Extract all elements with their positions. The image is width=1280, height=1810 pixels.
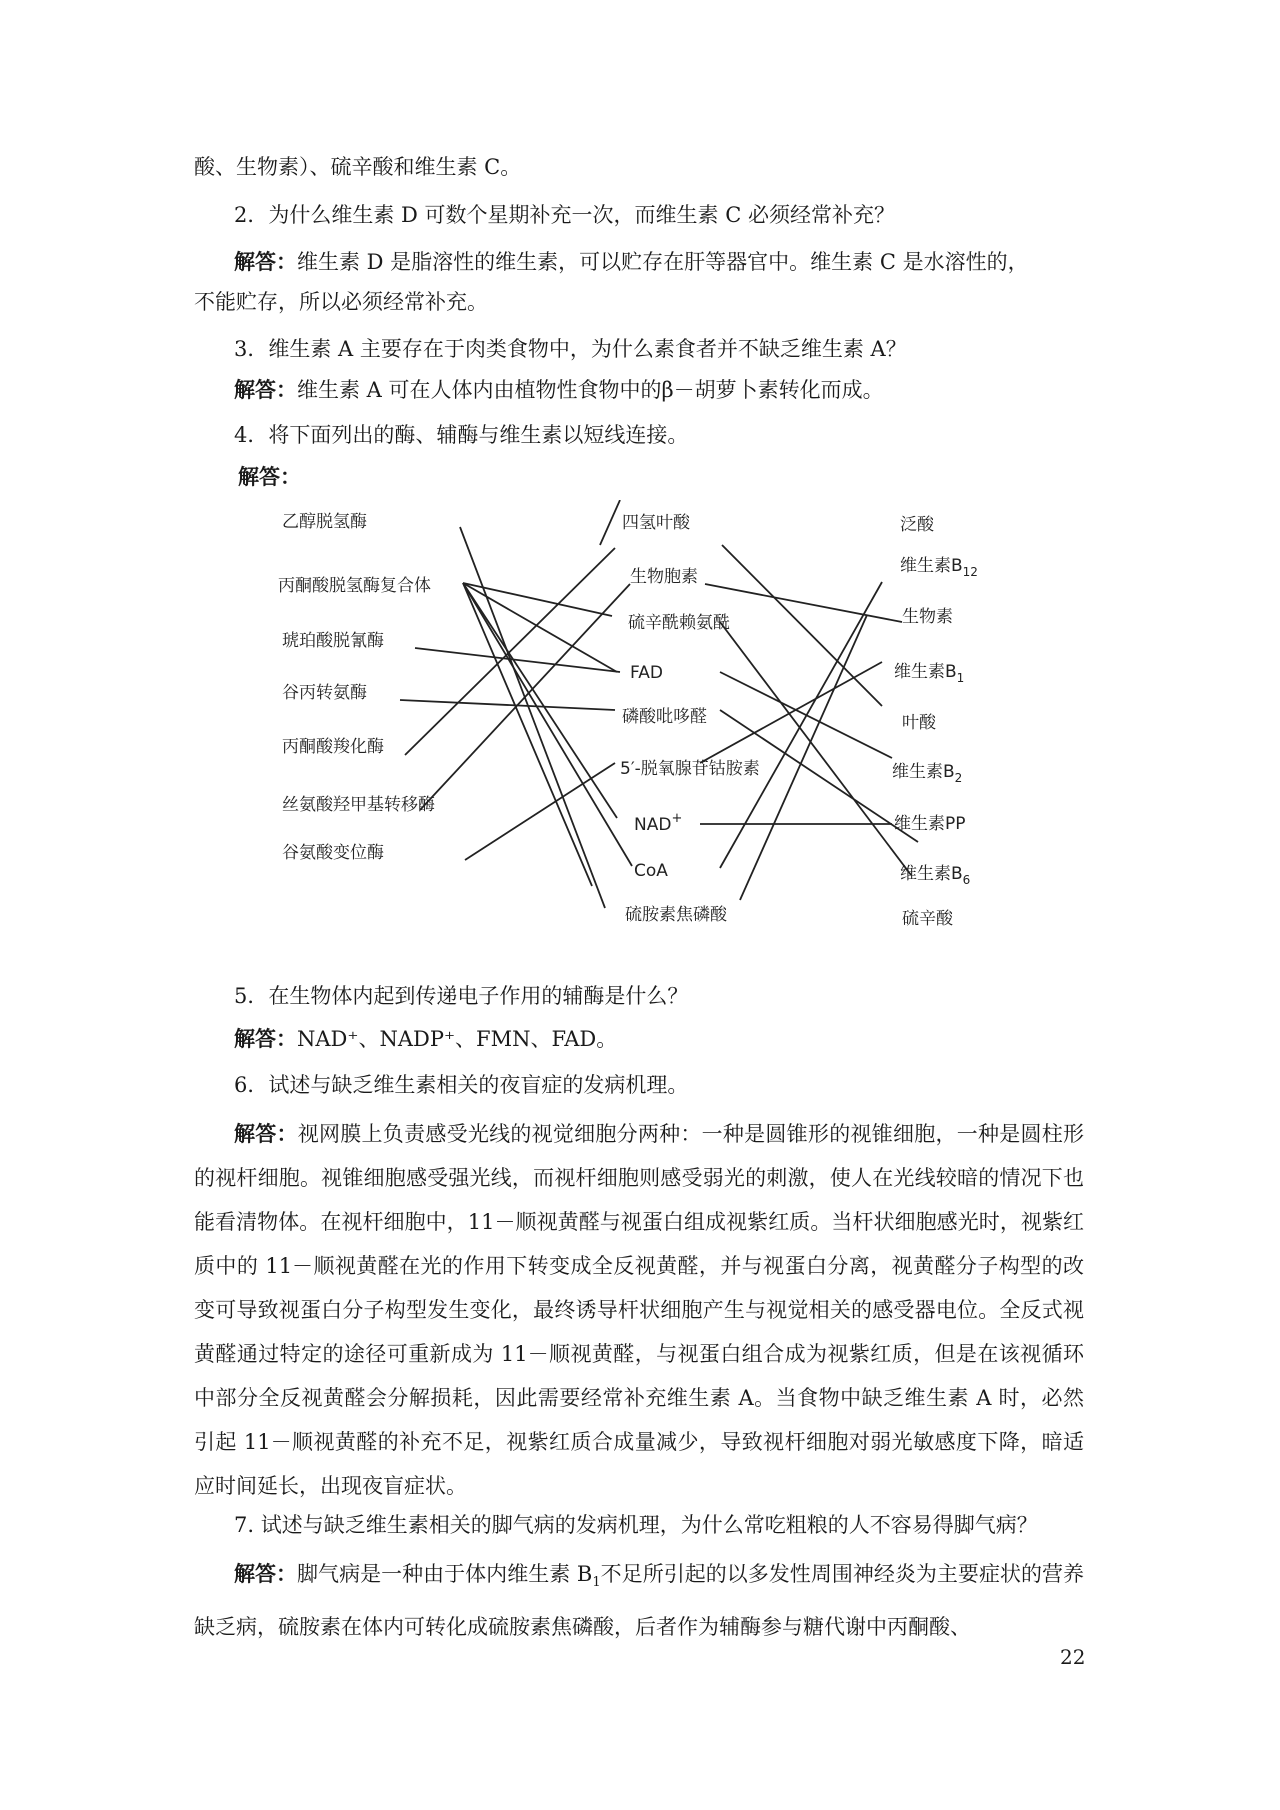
question-2: 2．为什么维生素 D 可数个星期补充一次，而维生素 C 必须经常补充？ (234, 203, 895, 227)
coenzyme-item: 5′-脱氧腺苷钴胺素 (620, 759, 760, 779)
answer-2-line2: 不能贮存，所以必须经常补充。 (194, 290, 488, 314)
answer-7-text-a: 脚气病是一种由于体内维生素 B (297, 1562, 593, 1586)
vitamin-item: 硫辛酸 (902, 909, 953, 929)
answer-2-text: 维生素 D 是脂溶性的维生素，可以贮存在肝等器官中。维生素 C 是水溶性的， (297, 250, 1029, 274)
coenzyme-item: CoA (634, 861, 668, 881)
connector-lines (400, 500, 918, 908)
answer-label: 解答： (234, 1561, 298, 1586)
question-4: 4．将下面列出的酶、辅酶与维生素以短线连接。 (234, 423, 689, 447)
enzyme-item: 乙醇脱氢酶 (282, 512, 367, 532)
vitamin-item: 叶酸 (902, 713, 936, 733)
line-continued: 酸、生物素）、硫辛酸和维生素 C。 (194, 155, 522, 179)
question-7: 7. 试述与缺乏维生素相关的脚气病的发病机理，为什么常吃粗粮的人不容易得脚气病？ (234, 1513, 1038, 1537)
answer-label: 解答： (234, 1121, 298, 1146)
coenzyme-item: FAD (630, 663, 663, 683)
answer-7-subscript: 1 (592, 1575, 601, 1591)
answer-2-line1 (234, 247, 1084, 277)
answer-5 (234, 1024, 1084, 1054)
vitamin-item: 生物素 (902, 607, 953, 627)
vitamin-item: 维生素PP (894, 814, 966, 834)
coenzyme-column (620, 513, 760, 925)
question-5: 5．在生物体内起到传递电子作用的辅酶是什么？ (234, 984, 689, 1008)
coenzyme-item: 四氢叶酸 (622, 513, 690, 533)
answer-4-label: 解答： (238, 464, 301, 489)
coenzyme-item: 硫辛酰赖氨酰 (628, 613, 730, 633)
answer-label: 解答： (234, 249, 297, 274)
answer-3-text: 维生素 A 可在人体内由植物性食物中的β－胡萝卜素转化而成。 (297, 378, 884, 402)
coenzyme-item: 磷酸吡哆醛 (622, 707, 707, 727)
page-number: 22 (1060, 1645, 1086, 1669)
matching-diagram (270, 500, 1010, 940)
answer-7 (194, 1552, 1084, 1649)
coenzyme-item: 生物胞素 (630, 567, 698, 587)
enzyme-item: 丝氨酸羟甲基转移酶 (282, 795, 435, 815)
enzyme-item: 丙酮酸脱氢酶复合体 (278, 576, 431, 596)
question-6: 6．试述与缺乏维生素相关的夜盲症的发病机理。 (234, 1073, 689, 1097)
enzyme-item: 谷丙转氨酶 (282, 683, 367, 703)
answer-3 (234, 375, 1084, 405)
answer-5-text: NAD⁺、NADP⁺、FMN、FAD。 (297, 1027, 618, 1051)
enzyme-item: 谷氨酸变位酶 (282, 843, 384, 863)
enzyme-column (278, 512, 435, 863)
vitamin-item: 维生素$B_{12}$ (900, 556, 978, 579)
answer-6-text: 视网膜上负责感受光线的视觉细胞分两种：一种是圆锥形的视锥细胞，一种是圆柱形的视杆细胞。视锥细胞感受强光线，而视杆细胞则感受弱光的刺激，使人在光线较暗的情况下也能看清物体。在视杆细胞中，11－顺视黄醛与视蛋白组成视紫红质。当杆状细胞感光时，视紫红质中的 11－顺视黄醛在光的作用下转变成全反视黄醛，并与视蛋白分离，视黄醛分子构型的改变可导致视蛋白分子构型发生变化，最终诱导杆状细胞产生与视觉相关的感受器电位。全反式视黄醛通过特定的途径可重新成为 11－顺视黄醛，与视蛋白组合成为视紫红质，但是在该视循环中部分全反视黄醛会分解损耗，因此需要经常补充维生素 A。当食物中缺乏维生素 A 时，必然引起 11－顺视黄醛的补充不足，视紫红质合成量减少，导致视杆细胞对弱光敏感度下降，暗适应时间延长，出现夜盲症状。 (194, 1122, 1085, 1498)
vitamin-item: 维生素$B_2$ (892, 762, 963, 785)
answer-7-text-b: 不足所引起的以多发性周围神经炎为主要症状的营养缺乏病，硫胺素在体内可转化成硫胺素焦磷酸，后者作为辅酶参与糖代谢中丙酮酸、 (194, 1562, 1085, 1640)
vitamin-item: 维生素$B_1$ (894, 662, 965, 685)
coenzyme-item: 硫胺素焦磷酸 (625, 905, 727, 925)
answer-label: 解答： (234, 377, 297, 402)
answer-6 (194, 1112, 1084, 1508)
coenzyme-item-nad: NAD+ (634, 811, 683, 835)
answer-label: 解答： (234, 1026, 297, 1051)
vitamin-column (892, 515, 978, 929)
enzyme-item: 琥珀酸脱氰酶 (282, 631, 384, 651)
enzyme-item: 丙酮酸羧化酶 (282, 737, 384, 757)
question-3: 3．维生素 A 主要存在于肉类食物中，为什么素食者并不缺乏维生素 A？ (234, 337, 907, 361)
vitamin-item: 泛酸 (900, 515, 934, 535)
vitamin-item: 维生素$B_6$ (900, 864, 971, 887)
